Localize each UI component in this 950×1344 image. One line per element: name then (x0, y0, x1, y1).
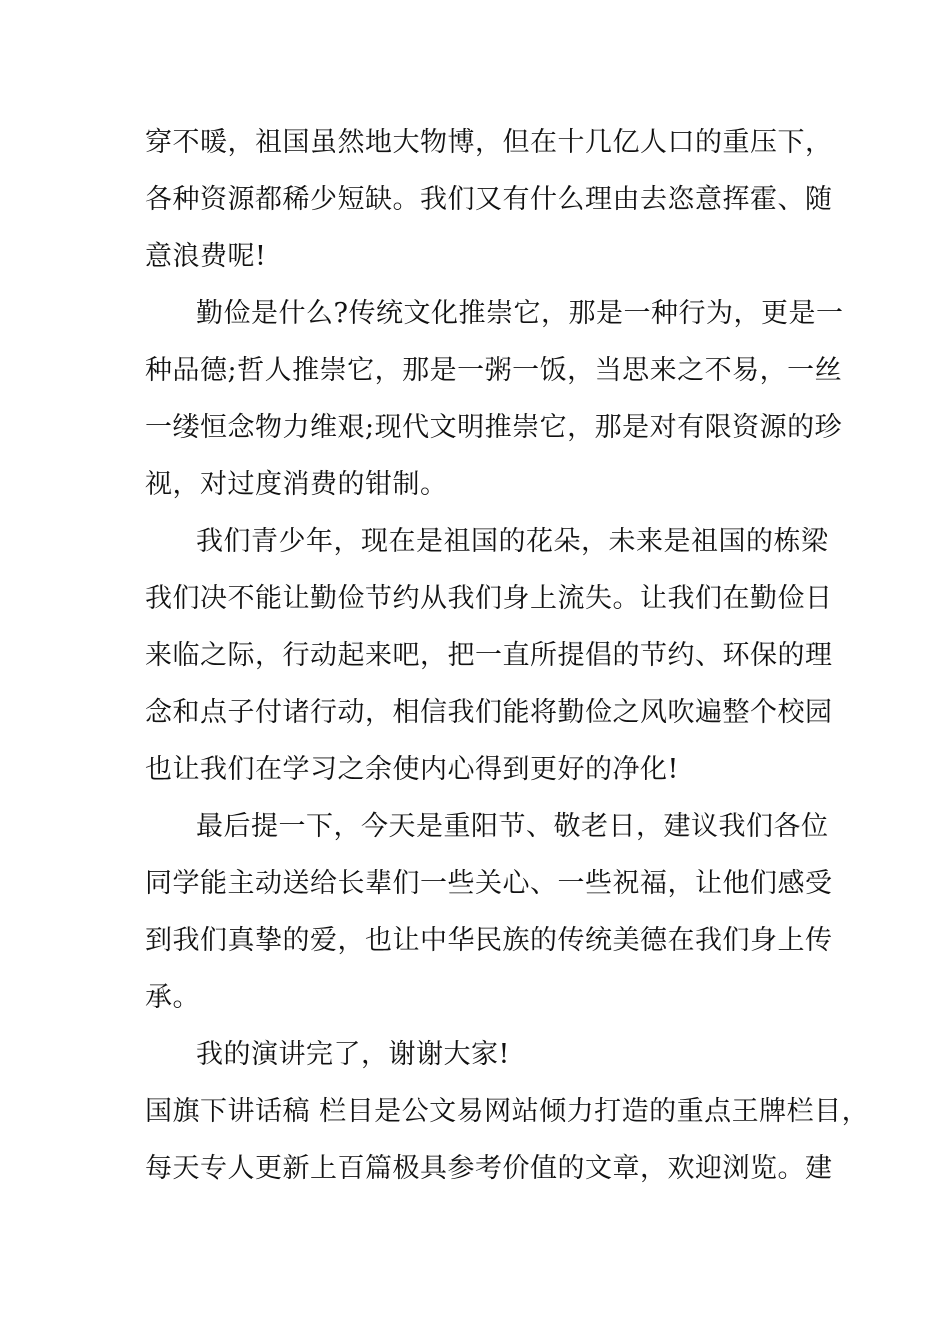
footer-promo-line: 每天专人更新上百篇极具参考价值的文章，欢迎浏览。建 (145, 1153, 833, 1184)
paragraph-start-line: 最后提一下，今天是重阳节、敬老日，建议我们各位 (196, 811, 829, 842)
closing-line: 我的演讲完了，谢谢大家! (196, 1039, 510, 1070)
footer-promo-line: 国旗下讲话稿 栏目是公文易网站倾力打造的重点王牌栏目， (145, 1096, 870, 1127)
text-line: 到我们真挚的爱，也让中华民族的传统美德在我们身上传 (145, 925, 833, 956)
text-line: 也让我们在学习之余使内心得到更好的净化! (145, 754, 679, 785)
paragraph-start-line: 我们青少年，现在是祖国的花朵，未来是祖国的栋梁 (196, 526, 829, 557)
text-line: 来临之际，行动起来吧，把一直所提倡的节约、环保的理 (145, 640, 833, 671)
text-line: 各种资源都稀少短缺。我们又有什么理由去恣意挥霍、随 (145, 184, 833, 215)
text-line: 种品德;哲人推崇它，那是一粥一饭，当思来之不易，一丝 (145, 355, 843, 386)
text-line: 意浪费呢! (145, 241, 267, 272)
text-line: 我们决不能让勤俭节约从我们身上流失。让我们在勤俭日 (145, 583, 833, 614)
paragraph-start-line: 勤俭是什么?传统文化推崇它，那是一种行为，更是一 (196, 298, 844, 329)
text-line: 视，对过度消费的钳制。 (145, 469, 448, 500)
text-line: 念和点子付诸行动，相信我们能将勤俭之风吹遍整个校园 (145, 697, 833, 728)
text-line: 承。 (145, 982, 200, 1013)
text-line: 穿不暖，祖国虽然地大物博，但在十几亿人口的重压下， (145, 127, 833, 158)
text-line: 同学能主动送给长辈们一些关心、一些祝福，让他们感受 (145, 868, 833, 899)
text-line: 一缕恒念物力维艰;现代文明推崇它，那是对有限资源的珍 (145, 412, 843, 443)
